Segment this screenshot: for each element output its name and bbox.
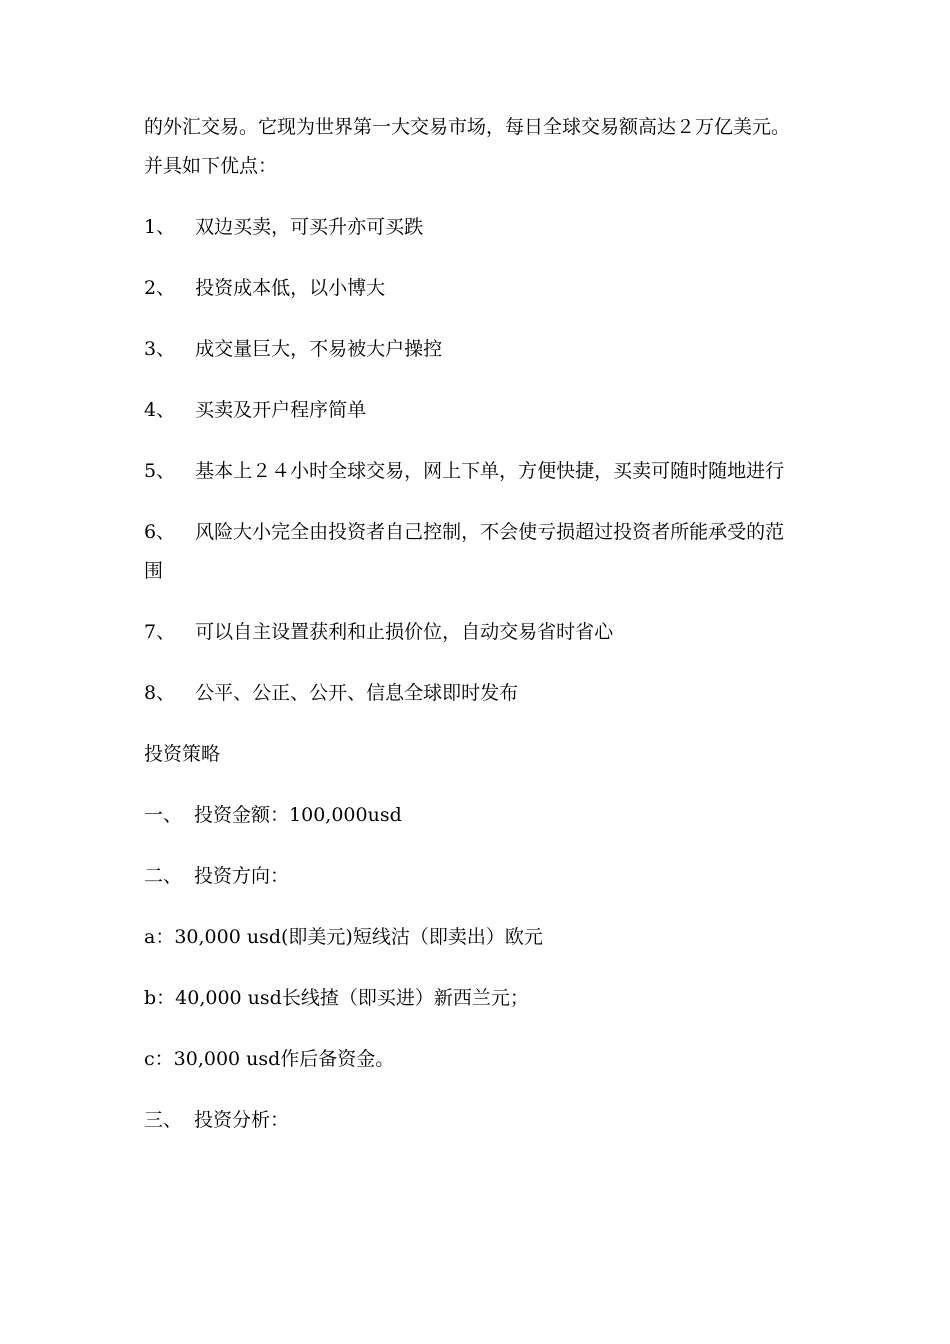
section-number: 二、 [144,865,183,887]
advantage-number: 7、 [144,621,176,643]
strategy-item-b: b：40,000 usd长线揸（即买进）新西兰元； [144,987,529,1009]
strategy-direction [144,864,289,888]
advantage-number: 2、 [144,277,176,299]
advantage-item [144,620,613,644]
advantage-number: 4、 [144,399,176,421]
advantage-item [144,398,366,422]
strategy-direction-text: 投资方向： [194,865,290,887]
advantage-text: 双边买卖，可买升亦可买跌 [195,216,424,238]
advantage-continuation: 围 [144,560,164,582]
intro-line-2: 并具如下优点： [144,155,278,177]
advantage-text: 公平、公正、公开、信息全球即时发布 [195,682,519,704]
advantage-number: 5、 [144,460,176,482]
advantage-number: 8、 [144,682,176,704]
advantage-item [144,337,442,361]
strategy-item-a: a：30,000 usd(即美元)短线沽（即卖出）欧元 [144,926,543,948]
advantage-item [144,459,784,483]
advantage-item [144,276,385,300]
strategy-item-c: c：30,000 usd作后备资金。 [144,1048,395,1070]
advantage-text: 基本上２４小时全球交易，网上下单，方便快捷，买卖可随时随地进行 [195,460,785,482]
intro-line-1: 的外汇交易。它现为世界第一大交易市场，每日全球交易额高达２万亿美元。 [144,116,791,138]
advantage-item [144,520,784,544]
advantage-text: 成交量巨大，不易被大户操控 [195,338,443,360]
section-heading: 投资策略 [144,743,221,765]
section-number: 三、 [144,1109,183,1131]
advantage-text: 投资成本低，以小博大 [195,277,386,299]
advantage-text: 买卖及开户程序简单 [195,399,367,421]
advantage-text: 风险大小完全由投资者自己控制，不会使亏损超过投资者所能承受的范 [195,521,785,543]
strategy-analysis [144,1108,289,1132]
advantage-number: 6、 [144,521,176,543]
advantage-text: 可以自主设置获利和止损价位，自动交易省时省心 [195,621,614,643]
advantage-item [144,215,423,239]
advantage-number: 3、 [144,338,176,360]
advantage-number: 1、 [144,216,176,238]
strategy-analysis-text: 投资分析： [194,1109,290,1131]
strategy-amount-text: 投资金额：100,000usd [194,804,402,826]
section-number: 一、 [144,804,183,826]
advantage-item [144,681,518,705]
strategy-amount [144,803,402,827]
